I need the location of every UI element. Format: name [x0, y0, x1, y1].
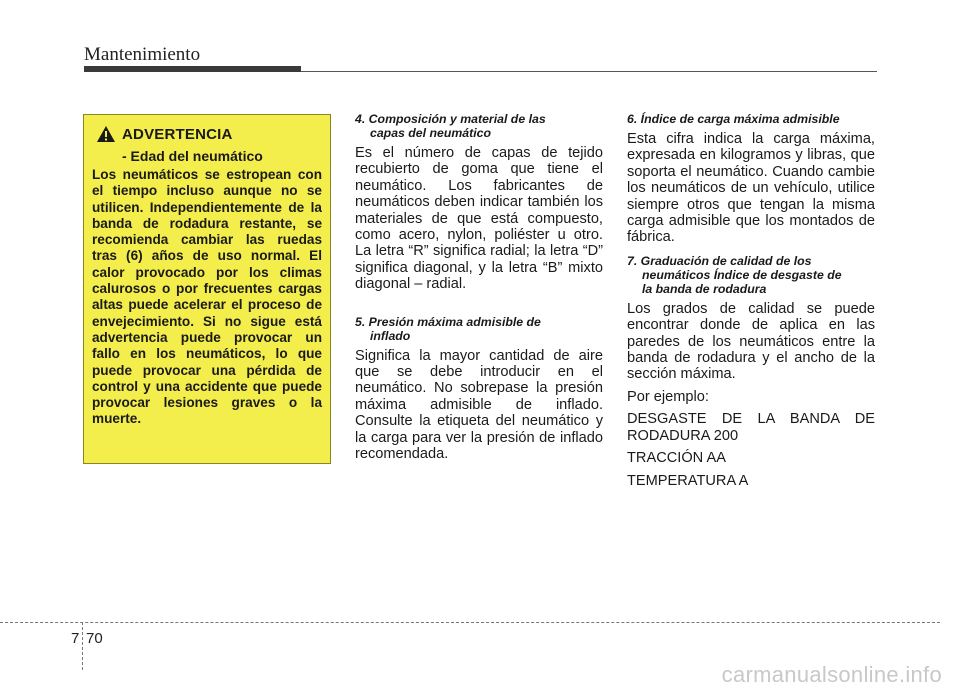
section-7-heading-line2: neumáticos Índice de desgaste de	[642, 267, 842, 282]
section-5-heading	[355, 315, 603, 343]
footer-divider	[82, 622, 83, 670]
section-4-heading-line2: capas del neumático	[370, 126, 491, 140]
footer-rule	[0, 622, 940, 623]
header-rule	[301, 71, 877, 72]
section-7-heading-line3: la banda de rodadura	[642, 281, 767, 296]
warning-header	[92, 123, 322, 145]
section-5-heading-line2: inflado	[370, 328, 411, 343]
section-7-heading-line1: 7. Graduación de calidad de los	[627, 253, 812, 268]
example-temperature: TEMPERATURA A	[627, 472, 749, 489]
section-7-heading	[627, 254, 875, 296]
warning-body: Los neumáticos se estropean con el tiempo incluso aunque no se utilicen. Independientemente de la banda de rodadura restante, se recomienda cambiar las ruedas tras (6) años de uso normal. El calor provocado por los climas calurosos o por frecuentes cargas altas puede acelerar el proceso de envejecimiento. Si no sigue está advertencia puede provocar un fallo en los neumáticos, lo que puede provocar una pérdida de control y una accidente que puede provocar lesiones graves o la muerte.	[92, 167, 322, 427]
warning-box	[83, 114, 331, 464]
section-4-heading-line1: 4. Composición y material de las	[355, 112, 546, 126]
column-middle	[355, 112, 603, 463]
example-label: Por ejemplo:	[627, 388, 709, 405]
section-5-body: Significa la mayor cantidad de aire que se debe introducir en el neumático. No sobrepase la presión máxima admisible de inflado. Consulte la etiqueta del neumático y la carga para ver la presión de inflado recomendada.	[355, 347, 603, 463]
section-6-body: Esta cifra indica la carga máxima, expresada en kilogramos y libras, que soporta el neumático. Cuando cambie los neumáticos de un vehículo, utilice siempre otros que tengan la misma carga admisible que los montados de fábrica.	[627, 131, 875, 246]
section-7-body: Los grados de calidad se puede encontrar donde de aplica en las paredes de los neumáticos entre la banda de rodadura y el ancho de la sección máxima.	[627, 300, 875, 383]
section-4-body: Es el número de capas de tejido recubierto de goma que tiene el neumático. Los fabricantes de neumáticos deben indicar también los materiales de que está compuesto, como acero, nylon, poliéster u otro. La letra “R” significa radial; la letra “D” significa diagonal, y la letra “B” mixto diagonal – radial.	[355, 145, 603, 293]
chapter-number: 7	[71, 630, 80, 647]
page-number: 70	[86, 630, 103, 647]
watermark: carmanualsonline.info	[721, 662, 942, 687]
column-right	[627, 112, 875, 489]
warning-triangle-icon	[96, 125, 116, 143]
section-6-heading-line1: 6. Índice de carga máxima admisible	[627, 112, 840, 126]
section-4-heading	[355, 112, 603, 140]
example-traction: TRACCIÓN AA	[627, 450, 726, 467]
example-treadwear: DESGASTE DE LA BANDA DE RODADURA 200	[627, 411, 875, 444]
section-6-heading	[627, 112, 875, 126]
warning-title: ADVERTENCIA	[122, 125, 233, 143]
section-5-heading-line1: 5. Presión máxima admisible de	[355, 314, 541, 329]
warning-subtitle: - Edad del neumático	[122, 148, 263, 164]
header-bar	[84, 66, 301, 72]
page-title: Mantenimiento	[84, 44, 201, 65]
